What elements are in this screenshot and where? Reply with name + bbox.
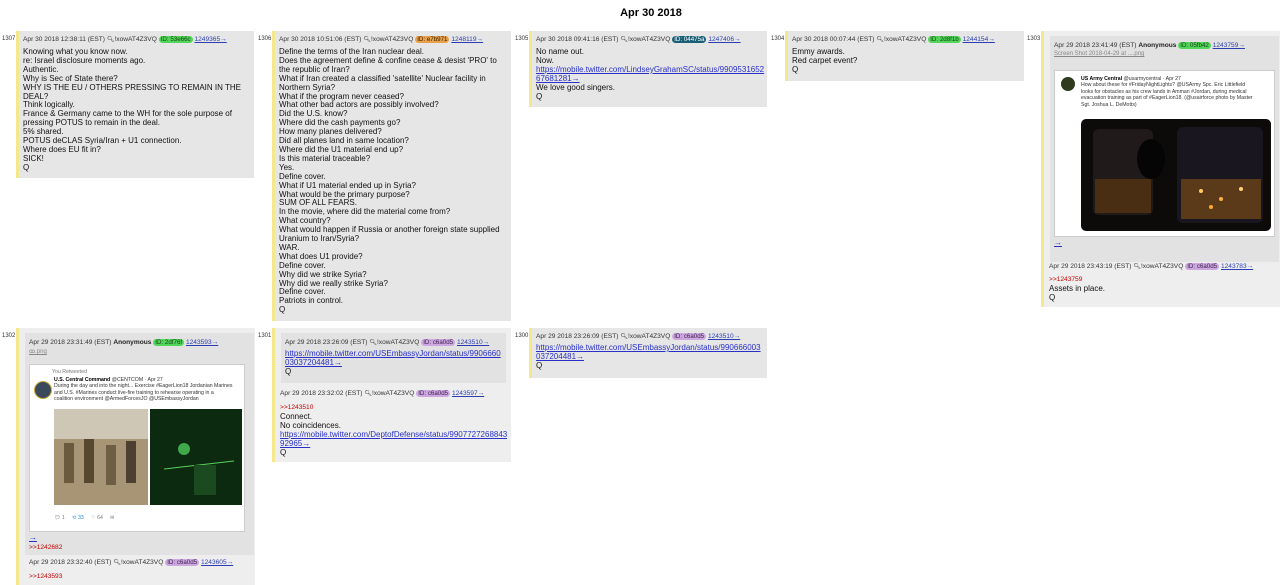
tripcode-icon: 🔍︎	[364, 391, 372, 397]
post-1303	[1044, 31, 1280, 307]
post-line: Northern Syria?	[279, 83, 336, 92]
retweet-icon[interactable]: ⟲	[72, 515, 77, 521]
post-line: Assets in place.	[1049, 284, 1106, 293]
reply-icon[interactable]: 💬︎	[54, 515, 61, 521]
tweet-line: evacuation training as part of #EagerLion18. (@usairforce photo by Master	[1081, 95, 1253, 102]
tripcode-icon: 🔍︎	[369, 340, 377, 346]
post-line: No coincidences.	[280, 421, 341, 430]
post-line: Q	[536, 361, 543, 370]
poster-id-badge[interactable]: ID: 04475a	[674, 36, 705, 43]
tweet-text	[54, 377, 242, 403]
post-line: No name out.	[536, 48, 585, 56]
reply-count: 1	[62, 515, 65, 521]
post-body	[275, 44, 511, 315]
post-line: Yes.	[279, 163, 295, 172]
poster-id-badge[interactable]: ID: c6a0d5	[1187, 263, 1218, 270]
post-link[interactable]: 1243759→	[1212, 42, 1245, 49]
post-line: Did the U.S. know?	[279, 110, 348, 119]
post-line: Q	[280, 448, 287, 457]
post-line: Why did we strike Syria?	[279, 270, 367, 279]
post-line: SUM OF ALL FEARS.	[279, 199, 357, 208]
post-line: DEAL?	[23, 92, 49, 101]
expand-arrow-link[interactable]: →	[1054, 238, 1062, 247]
post-line: How many planes delivered?	[279, 128, 382, 137]
tweet-account-name: US Army Central	[1081, 76, 1123, 82]
reply-quote-link[interactable]: >>1243759	[1049, 276, 1083, 283]
post-timestamp: Apr 29 2018 23:43:19 (EST)	[1049, 263, 1132, 270]
attached-file-name[interactable]: ꝏ.png	[29, 349, 47, 355]
poster-id-badge[interactable]: ID: 53e66c	[160, 36, 191, 43]
tripcode: !xowAT4Z3VQ	[370, 36, 414, 43]
tripcode-icon: 🔍︎	[876, 37, 884, 43]
post-line: Connect.	[280, 412, 313, 421]
post-body	[280, 404, 507, 457]
tripcode: !xowAT4Z3VQ	[627, 333, 671, 340]
poster-id-badge[interactable]: ID: 05fb42	[1180, 42, 1209, 49]
message-icon[interactable]: ✉	[110, 515, 115, 521]
post-link[interactable]: 1249365→	[194, 36, 227, 43]
tweet-card-image[interactable]	[29, 364, 245, 532]
twitter-link[interactable]: 037204481→	[536, 352, 585, 361]
post-line: Where did the cash payments go?	[279, 119, 401, 128]
tweet-line: During the day and into the night... Exercise #EagerLion18 Jordanian Marines	[54, 383, 233, 390]
post-line: Emmy awards.	[792, 48, 845, 56]
post-line: the republic of Iran?	[279, 65, 350, 74]
twitter-link[interactable]: https://mobile.twitter.com/USEmbassyJordan/status/9906660	[285, 350, 501, 358]
post-1305	[532, 31, 767, 107]
post-body	[281, 347, 506, 377]
post-line: Why did we really strike Syria?	[279, 279, 388, 288]
post-link[interactable]: 1243593→	[185, 339, 219, 346]
post-line: Q	[536, 92, 543, 101]
twitter-link[interactable]: 03037204481→	[285, 358, 342, 367]
like-count: 64	[97, 515, 103, 521]
tripcode-icon: 🔍︎	[1133, 264, 1141, 270]
post-line: What if Iran created a classified 'satellite' Nuclear facility in	[279, 74, 486, 83]
post-line: Now.	[536, 56, 554, 65]
post-timestamp: Apr 29 2018 23:41:49 (EST)	[1054, 42, 1137, 49]
post-timestamp: Apr 30 2018 00:07:44 (EST)	[792, 36, 875, 43]
poster-id-badge[interactable]: ID: e7b971	[417, 36, 448, 43]
post-number: 1306	[258, 36, 272, 42]
twitter-link[interactable]: https://mobile.twitter.com/LindseyGrahamSC/status/9909531652	[536, 65, 765, 74]
post-line: Q	[23, 163, 30, 172]
post-line: re: Israel disclosure moments ago.	[23, 56, 146, 65]
tweet-handle: @usarmycentral · Apr 27	[1123, 76, 1181, 82]
night-city-photo	[1081, 119, 1271, 231]
reply-quote-link[interactable]: >>1243510	[280, 404, 314, 411]
quoted-post	[281, 333, 506, 383]
post-line: Is this material traceable?	[279, 154, 371, 163]
post-body	[19, 44, 254, 173]
post-line: POTUS deCLAS Syria/Iran + U1 connection.	[23, 137, 182, 146]
tripcode-icon: 🔍︎	[106, 37, 115, 43]
post-line: pressing POTUS to remain in the deal.	[23, 119, 160, 128]
tripcode-icon: 🔍︎	[620, 37, 628, 43]
reply-quote-link[interactable]: >>1243593	[29, 573, 63, 580]
post-link[interactable]: 1243510→	[707, 333, 741, 340]
post-line: What would happen if Russia or another foreign state supplied	[279, 226, 500, 235]
post-line: What does U1 provide?	[279, 252, 363, 261]
post-body	[788, 44, 1024, 75]
post-line: WHY IS THE EU / OTHERS PRESSING TO REMAIN IN THE	[23, 83, 241, 92]
tweet-text	[1081, 76, 1271, 108]
tweet-line: looks for obstacles as his crew lands in Amman #Jordan, during medical	[1081, 88, 1247, 95]
post-line: WAR.	[279, 243, 300, 252]
poster-name: Anonymous	[113, 339, 152, 346]
post-line: Define cover.	[279, 261, 326, 270]
poster-id-badge[interactable]: ID: c6a0d5	[418, 390, 449, 397]
post-1301	[275, 328, 511, 462]
post-link[interactable]: 1243510→	[456, 339, 490, 346]
post-number: 1305	[515, 36, 529, 42]
tripcode-icon: 🔍︎	[363, 37, 371, 43]
post-link[interactable]: 1243783→	[1220, 263, 1254, 270]
tweet-line: coalition environment @ArmedForcesJO @USEmbassyJordan	[54, 396, 199, 403]
post-link[interactable]: 1243605→	[200, 559, 234, 566]
quoted-post	[25, 333, 254, 555]
poster-id-badge[interactable]: ID: 2d8f1b	[930, 36, 959, 43]
post-line: Why is Sec of State there?	[23, 74, 118, 83]
tripcode: !xowAT4Z3VQ	[627, 36, 671, 43]
post-number: 1303	[1027, 36, 1041, 42]
post-timestamp: Apr 29 2018 23:32:02 (EST)	[280, 390, 363, 397]
tripcode-icon: 🔍︎	[113, 560, 121, 566]
post-1304	[788, 31, 1024, 81]
tripcode: !xowAT4Z3VQ	[371, 390, 415, 397]
post-line: In the movie, where did the material come from?	[279, 208, 451, 217]
post-1302	[19, 328, 255, 585]
post-timestamp: Apr 30 2018 10:51:06 (EST)	[279, 36, 362, 43]
post-line: Did all planes land in same location?	[279, 137, 409, 146]
marines-training-photo	[54, 409, 242, 505]
post-body	[1049, 276, 1105, 303]
post-line: 5% shared.	[23, 128, 64, 137]
tripcode-icon: 🔍︎	[620, 334, 628, 340]
post-line: Think logically.	[23, 101, 75, 110]
tripcode: !xowAT4Z3VQ	[114, 36, 157, 43]
post-line: Does the agreement define & confine cease & desist 'PRO' to	[279, 56, 497, 65]
post-link[interactable]: 1244154→	[962, 36, 995, 43]
post-number: 1304	[771, 36, 785, 42]
post-line: Where did the U1 material end up?	[279, 145, 404, 154]
post-line: Q	[285, 367, 292, 376]
post-number: 1300	[515, 333, 529, 339]
twitter-link[interactable]: 67681281→	[536, 74, 580, 83]
tripcode: !xowAT4Z3VQ	[883, 36, 927, 43]
post-line: Define cover.	[279, 288, 326, 297]
post-timestamp: Apr 30 2018 09:41:16 (EST)	[536, 36, 619, 43]
centcom-logo-avatar	[34, 381, 52, 399]
post-number: 1301	[258, 333, 272, 339]
post-timestamp: Apr 29 2018 23:31:49 (EST)	[29, 339, 112, 346]
post-1306	[275, 31, 511, 321]
post-line: Knowing what you know now.	[23, 48, 128, 56]
reply-quote-link[interactable]: >>1242682	[29, 544, 63, 551]
like-icon[interactable]: ♡	[90, 515, 96, 521]
poster-id-badge[interactable]: ID: c6a0d5	[167, 559, 198, 566]
post-line: What other bad actors are possibly involved?	[279, 101, 439, 110]
quoted-post	[1050, 36, 1279, 262]
post-line: Define the terms of the Iran nuclear deal.	[279, 48, 424, 56]
tweet-account-name: U.S. Central Command	[54, 377, 111, 383]
date-heading: Apr 30 2018	[620, 7, 682, 19]
post-line: Q	[1049, 293, 1056, 302]
post-line: Red carpet event?	[792, 56, 858, 65]
tweet-line: and U.S. #Marines conduct live-fire training to rehearse operating in a	[54, 389, 214, 396]
tweet-line: How about these for #FridayNightLights? @USArmy Spc. Eric Littlefield	[1081, 82, 1246, 89]
post-timestamp: Apr 29 2018 23:32:40 (EST)	[29, 559, 112, 566]
post-line: Uranium to Iran/Syria?	[279, 235, 360, 244]
post-line: France & Germany came to the WH for the sole purpose of	[23, 110, 232, 119]
poster-id-badge[interactable]: ID: c6a0d5	[423, 339, 454, 346]
poster-name: Anonymous	[1138, 42, 1177, 49]
post-line: Where does EU fit in?	[23, 145, 101, 154]
twitter-link[interactable]: https://mobile.twitter.com/USEmbassyJordan/status/990666003	[536, 344, 761, 352]
tweet-line: Sgt. Joshua L. DeMotts)	[1081, 101, 1137, 108]
post-line: What if U1 material ended up in Syria?	[279, 181, 416, 190]
poster-id-badge[interactable]: ID: 2df76f	[155, 339, 183, 346]
attached-file-name[interactable]: Screen Shot 2018-04-29 at ....png	[1054, 51, 1145, 57]
tripcode: !xowAT4Z3VQ	[1140, 263, 1184, 270]
twitter-link[interactable]: https://mobile.twitter.com/DeptofDefense/status/9907727268843	[280, 430, 508, 439]
post-link[interactable]: 1243597→	[451, 390, 485, 397]
post-1300	[532, 328, 767, 378]
post-line: What if the program never ceased?	[279, 92, 404, 101]
post-line: Patriots in control.	[279, 297, 344, 306]
post-line: What would be the primary purpose?	[279, 190, 410, 199]
post-line: SICK!	[23, 154, 44, 163]
post-body	[532, 44, 767, 101]
expand-arrow-link[interactable]: →	[29, 533, 37, 542]
post-line: What country?	[279, 217, 331, 226]
army-logo-avatar	[1061, 77, 1075, 91]
post-number: 1307	[2, 36, 16, 42]
post-body	[532, 341, 767, 371]
post-number: 1302	[2, 333, 16, 339]
tweet-handle: @CENTCOM · Apr 27	[111, 377, 163, 383]
tripcode: !xowAT4Z3VQ	[120, 559, 164, 566]
post-line: We love good singers.	[536, 83, 616, 92]
post-line: Q	[279, 306, 286, 315]
post-line: Define cover.	[279, 172, 326, 181]
post-1307	[19, 31, 254, 178]
twitter-link[interactable]: 92965→	[280, 439, 311, 448]
post-line: Q	[792, 65, 799, 74]
tweet-card-image[interactable]	[1054, 70, 1275, 237]
post-timestamp: Apr 29 2018 23:26:09 (EST)	[536, 333, 619, 340]
tripcode: !xowAT4Z3VQ	[376, 339, 420, 346]
post-link[interactable]: 1247406→	[708, 36, 741, 43]
tweet-actions	[54, 515, 114, 521]
tweet-retweet-note: You Retweeted	[52, 369, 87, 375]
poster-id-badge[interactable]: ID: c6a0d5	[674, 333, 705, 340]
post-timestamp: Apr 30 2018 12:38:11 (EST)	[23, 36, 105, 43]
post-line: Authentic.	[23, 65, 59, 74]
post-timestamp: Apr 29 2018 23:26:09 (EST)	[285, 339, 368, 346]
post-link[interactable]: 1248119→	[451, 36, 484, 43]
retweet-count: 33	[77, 515, 84, 521]
